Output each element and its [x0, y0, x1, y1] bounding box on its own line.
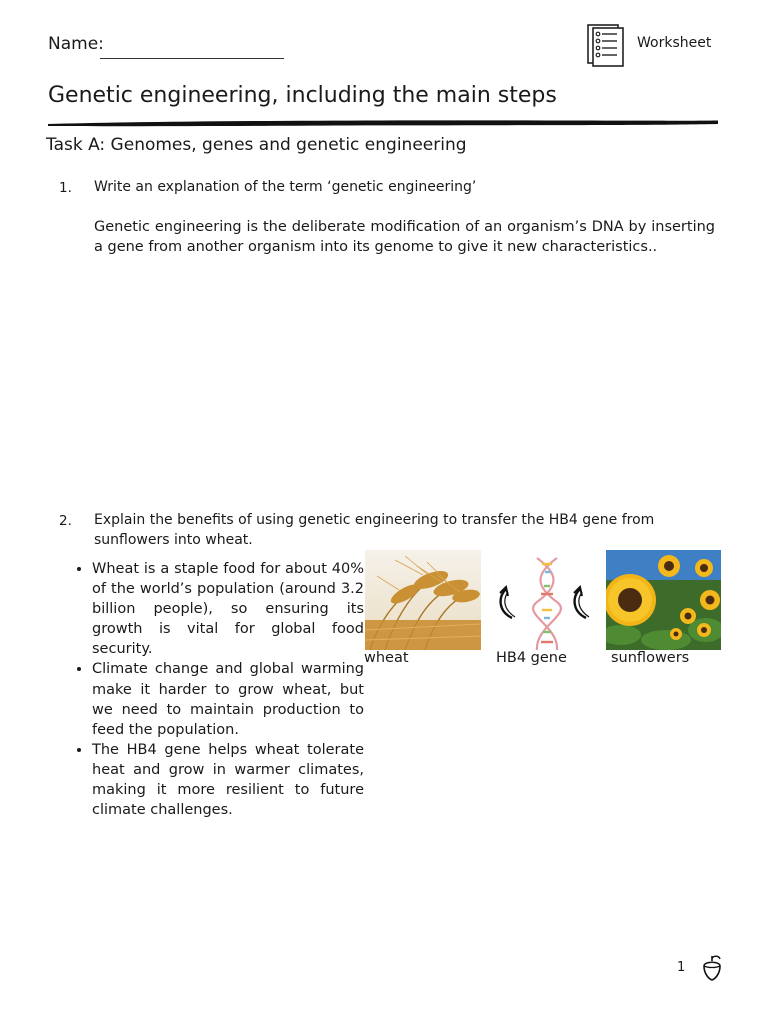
- page-title: Genetic engineering, including the main steps: [48, 83, 557, 108]
- acorn-logo-icon: [700, 954, 724, 982]
- task-a-heading: Task A: Genomes, genes and genetic engineering: [46, 135, 467, 155]
- question-2-number: 2.: [59, 513, 72, 529]
- question-1-text: Write an explanation of the term ‘genetic engineering’: [94, 179, 477, 195]
- question-1-number: 1.: [59, 180, 72, 196]
- benefits-list: [72, 559, 364, 820]
- wheat-photo: [365, 550, 481, 650]
- question-2-text-line2: sunflowers into wheat.: [94, 532, 253, 548]
- page-number: 1: [677, 960, 686, 975]
- benefit-item: • The HB4 gene helps wheat tolerate heat and grow in warmer climates, making it more resilient to future climate challenges.: [92, 740, 364, 820]
- caption-wheat: wheat: [364, 650, 409, 666]
- caption-hb4-gene: HB4 gene: [496, 650, 567, 666]
- caption-sunflowers: sunflowers: [611, 650, 690, 666]
- dna-helix-icon: [531, 556, 563, 652]
- worksheet-label: Worksheet: [637, 35, 712, 51]
- name-label: Name:: [48, 34, 104, 54]
- benefit-item: • Climate change and global warming make it harder to grow wheat, but we need to maintain production to feed the population.: [92, 659, 364, 739]
- curved-arrow-icon: [568, 585, 594, 621]
- curved-arrow-icon: [494, 585, 520, 621]
- name-input-line[interactable]: [100, 58, 284, 59]
- benefit-item: • Wheat is a staple food for about 40% of the world’s population (around 3.2 billion people), so ensuring its growth is vital for global food security.: [92, 559, 364, 659]
- title-divider: [46, 118, 720, 128]
- question-2-text-line1: Explain the benefits of using genetic engineering to transfer the HB4 gene from: [94, 512, 655, 528]
- question-1-answer: Genetic engineering is the deliberate modification of an organism’s DNA by inserting a gene from another organism into its genome to give it new characteristics..: [94, 219, 715, 256]
- sunflower-photo: [606, 550, 721, 650]
- worksheet-icon: [586, 23, 626, 67]
